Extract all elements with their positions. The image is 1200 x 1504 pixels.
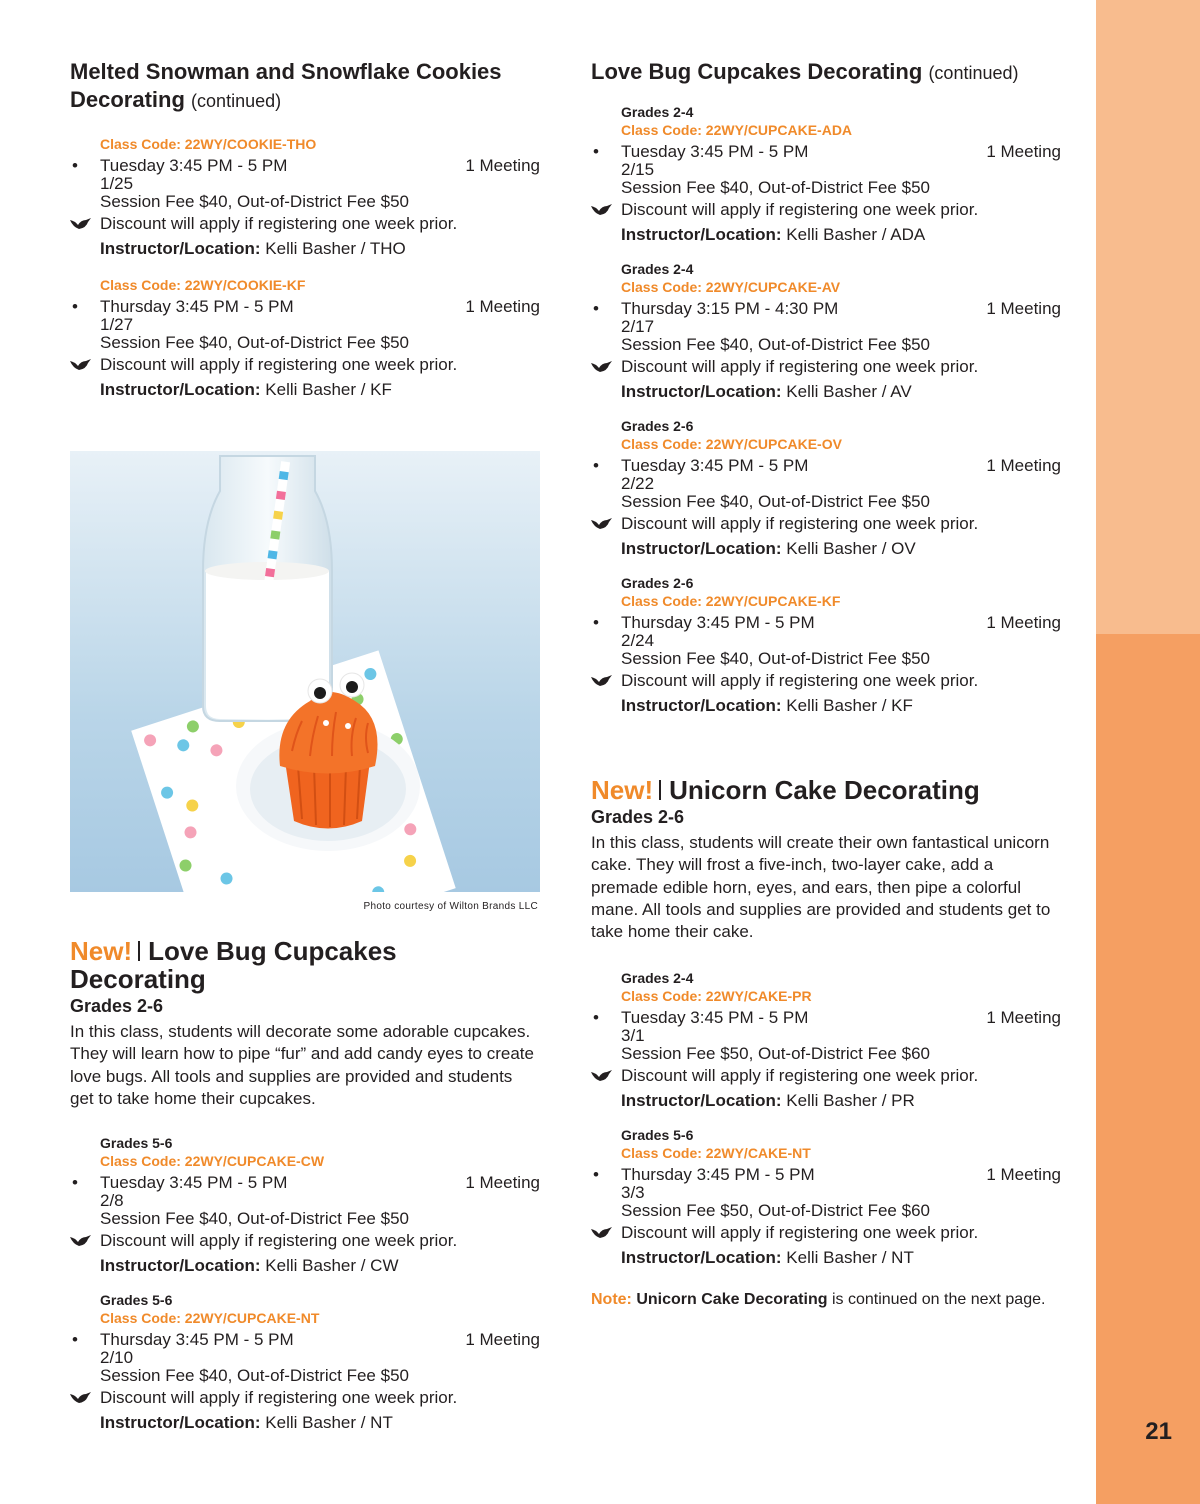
class-time: Thursday 3:45 PM - 5 PM: [100, 297, 294, 316]
instructor-location: Instructor/Location: Kelli Basher / THO: [100, 239, 406, 258]
bullet-icon: •: [72, 1173, 78, 1193]
meeting-count: 1 Meeting: [465, 1330, 540, 1350]
discount-note: Discount will apply if registering one week prior.: [100, 1231, 458, 1251]
class-fee: Session Fee $50, Out-of-District Fee $60: [621, 1201, 930, 1221]
bullet-icon: •: [593, 1008, 599, 1028]
early-bird-icon: [70, 1391, 92, 1405]
class-code: Class Code: 22WY/CUPCAKE-ADA: [621, 122, 853, 138]
early-bird-icon: [591, 1069, 613, 1083]
class-date: 3/3: [621, 1183, 645, 1203]
discount-note: Discount will apply if registering one week prior.: [100, 355, 458, 374]
discount-note: Discount will apply if registering one week prior.: [621, 671, 979, 690]
class-code: Class Code: 22WY/COOKIE-THO: [100, 136, 317, 152]
class-block: [72, 135, 540, 260]
meeting-count: 1 Meeting: [986, 1165, 1061, 1185]
meeting-count: 1 Meeting: [986, 299, 1061, 318]
instructor-location: Instructor/Location: Kelli Basher / CW: [100, 1256, 399, 1276]
bullet-icon: •: [593, 1165, 599, 1185]
class-block: [593, 417, 1061, 560]
class-time: Thursday 3:45 PM - 5 PM: [621, 613, 815, 632]
class-date: 2/22: [621, 474, 655, 493]
class-time: Thursday 3:15 PM - 4:30 PM: [621, 299, 839, 318]
sidebar-lower-band: [1096, 634, 1200, 1504]
class-code: Class Code: 22WY/CUPCAKE-AV: [621, 279, 841, 295]
class-code: Class Code: 22WY/CUPCAKE-CW: [100, 1153, 325, 1170]
unicorn-section: [591, 776, 1061, 1311]
early-bird-icon: [70, 217, 92, 231]
class-code: Class Code: 22WY/CAKE-PR: [621, 988, 812, 1005]
early-bird-icon: [591, 1226, 613, 1240]
class-date: 2/24: [621, 631, 655, 650]
class-grades: Grades 2-4: [621, 261, 694, 277]
new-tag: New!: [591, 775, 654, 805]
class-date: 1/27: [100, 315, 134, 334]
early-bird-icon: [591, 517, 613, 531]
lovebug-continued-title: Love Bug Cupcakes Decorating (continued): [591, 59, 1019, 84]
early-bird-icon: [70, 1234, 92, 1248]
class-code: Class Code: 22WY/CUPCAKE-KF: [621, 593, 841, 609]
instructor-location: Instructor/Location: Kelli Basher / PR: [621, 1091, 915, 1111]
early-bird-icon: [70, 358, 92, 372]
note-course-name: Unicorn Cake Decorating: [636, 1291, 828, 1309]
instructor-location: Instructor/Location: Kelli Basher / NT: [621, 1248, 914, 1268]
class-block: [72, 1134, 540, 1277]
title-separator: [138, 941, 140, 961]
class-block: [593, 103, 1061, 246]
photo-credit: Photo courtesy of Wilton Brands LLC: [363, 901, 538, 912]
bullet-icon: •: [593, 613, 599, 632]
meeting-count: 1 Meeting: [465, 156, 540, 175]
class-fee: Session Fee $40, Out-of-District Fee $50: [100, 192, 409, 211]
bullet-icon: •: [593, 299, 599, 318]
course-description: In this class, students will decorate some adorable cupcakes. They will learn how to pipe “fur” and add candy eyes to create love bugs. All tools and supplies are provided and students get to take home their cupcakes.: [70, 1022, 534, 1108]
class-grades: Grades 2-4: [621, 104, 694, 120]
bullet-icon: •: [593, 456, 599, 475]
class-fee: Session Fee $40, Out-of-District Fee $50: [100, 333, 409, 352]
discount-note: Discount will apply if registering one week prior.: [621, 1223, 979, 1243]
cupcake-photo: [70, 451, 540, 892]
class-time: Thursday 3:45 PM - 5 PM: [621, 1165, 815, 1185]
class-fee: Session Fee $40, Out-of-District Fee $50: [100, 1366, 409, 1386]
instructor-location: Instructor/Location: Kelli Basher / OV: [621, 539, 916, 558]
page-sidebar: [1096, 0, 1200, 1504]
class-time: Tuesday 3:45 PM - 5 PM: [621, 142, 809, 161]
meeting-count: 1 Meeting: [986, 613, 1061, 632]
class-time: Tuesday 3:45 PM - 5 PM: [621, 1008, 809, 1028]
instructor-location: Instructor/Location: Kelli Basher / ADA: [621, 225, 926, 244]
class-grades: Grades 2-6: [621, 575, 694, 591]
discount-note: Discount will apply if registering one week prior.: [621, 200, 979, 219]
page-number: 21: [1145, 1418, 1172, 1445]
sidebar-upper-band: [1096, 0, 1200, 634]
class-block: [593, 260, 1061, 403]
meeting-count: 1 Meeting: [986, 142, 1061, 161]
class-date: 2/17: [621, 317, 655, 336]
right-column: [591, 58, 1061, 717]
class-block: [593, 969, 1061, 1112]
continuation-note: [591, 1289, 1061, 1311]
class-fee: Session Fee $40, Out-of-District Fee $50: [621, 492, 930, 511]
bullet-icon: •: [72, 1330, 78, 1350]
instructor-location: Instructor/Location: Kelli Basher / KF: [100, 380, 392, 399]
unicorn-section-title: New! Unicorn Cake Decorating: [591, 775, 980, 805]
early-bird-icon: [591, 203, 613, 217]
early-bird-icon: [591, 360, 613, 374]
class-fee: Session Fee $40, Out-of-District Fee $50: [100, 1209, 409, 1229]
discount-note: Discount will apply if registering one week prior.: [100, 1388, 458, 1408]
new-tag: New!: [70, 936, 133, 966]
class-grades: Grades 5-6: [100, 1135, 173, 1152]
instructor-location: Instructor/Location: Kelli Basher / AV: [621, 382, 912, 401]
lovebug-section-title: New! Love Bug Cupcakes Decorating: [70, 936, 397, 994]
class-block: [72, 276, 540, 401]
lovebug-section: [70, 937, 540, 1434]
meeting-count: 1 Meeting: [465, 297, 540, 316]
meeting-count: 1 Meeting: [986, 1008, 1061, 1028]
cookies-section-title: Melted Snowman and Snowflake Cookies Decorating (continued): [70, 59, 502, 112]
discount-note: Discount will apply if registering one week prior.: [621, 514, 979, 533]
class-block: [593, 574, 1061, 717]
class-fee: Session Fee $40, Out-of-District Fee $50: [621, 178, 930, 197]
class-time: Thursday 3:45 PM - 5 PM: [100, 1330, 294, 1350]
meeting-count: 1 Meeting: [465, 1173, 540, 1193]
grades-heading: Grades 2-6: [70, 996, 164, 1016]
class-date: 2/15: [621, 160, 655, 179]
class-fee: Session Fee $40, Out-of-District Fee $50: [621, 649, 930, 668]
class-code: Class Code: 22WY/CUPCAKE-OV: [621, 436, 842, 452]
grades-heading: Grades 2-6: [591, 807, 685, 827]
class-time: Tuesday 3:45 PM - 5 PM: [100, 156, 288, 175]
title-separator: [659, 780, 661, 800]
class-code: Class Code: 22WY/CAKE-NT: [621, 1145, 811, 1162]
class-grades: Grades 2-4: [621, 970, 694, 987]
discount-note: Discount will apply if registering one week prior.: [621, 357, 979, 376]
early-bird-icon: [591, 674, 613, 688]
note-text: is continued on the next page.: [827, 1291, 1046, 1309]
class-grades: Grades 5-6: [100, 1292, 173, 1309]
class-code: Class Code: 22WY/CUPCAKE-NT: [100, 1310, 320, 1327]
discount-note: Discount will apply if registering one week prior.: [100, 214, 458, 233]
class-grades: Grades 5-6: [621, 1127, 694, 1144]
bullet-icon: •: [593, 142, 599, 161]
class-date: 2/10: [100, 1348, 134, 1368]
class-code: Class Code: 22WY/COOKIE-KF: [100, 277, 306, 293]
left-column: [70, 58, 540, 401]
discount-note: Discount will apply if registering one week prior.: [621, 1066, 979, 1086]
class-time: Tuesday 3:45 PM - 5 PM: [621, 456, 809, 475]
bullet-icon: •: [72, 297, 78, 316]
instructor-location: Instructor/Location: Kelli Basher / KF: [621, 696, 913, 715]
class-time: Tuesday 3:45 PM - 5 PM: [100, 1173, 288, 1193]
course-description: In this class, students will create their own fantastical unicorn cake. They will frost a five-inch, two-layer cake, add a premade edible horn, eyes, and ears, then pipe a colorful mane. All tools and supplies are provided and students get to take home their cake.: [591, 833, 1051, 942]
class-grades: Grades 2-6: [621, 418, 694, 434]
note-label: Note:: [591, 1291, 632, 1309]
class-date: 3/1: [621, 1026, 645, 1046]
meeting-count: 1 Meeting: [986, 456, 1061, 475]
class-fee: Session Fee $40, Out-of-District Fee $50: [621, 335, 930, 354]
bullet-icon: •: [72, 156, 78, 175]
class-block: [72, 1291, 540, 1434]
class-block: [593, 1126, 1061, 1269]
instructor-location: Instructor/Location: Kelli Basher / NT: [100, 1413, 393, 1433]
cookies-class-list: [70, 135, 540, 401]
class-fee: Session Fee $50, Out-of-District Fee $60: [621, 1044, 930, 1064]
class-date: 2/8: [100, 1191, 124, 1211]
class-date: 1/25: [100, 174, 134, 193]
